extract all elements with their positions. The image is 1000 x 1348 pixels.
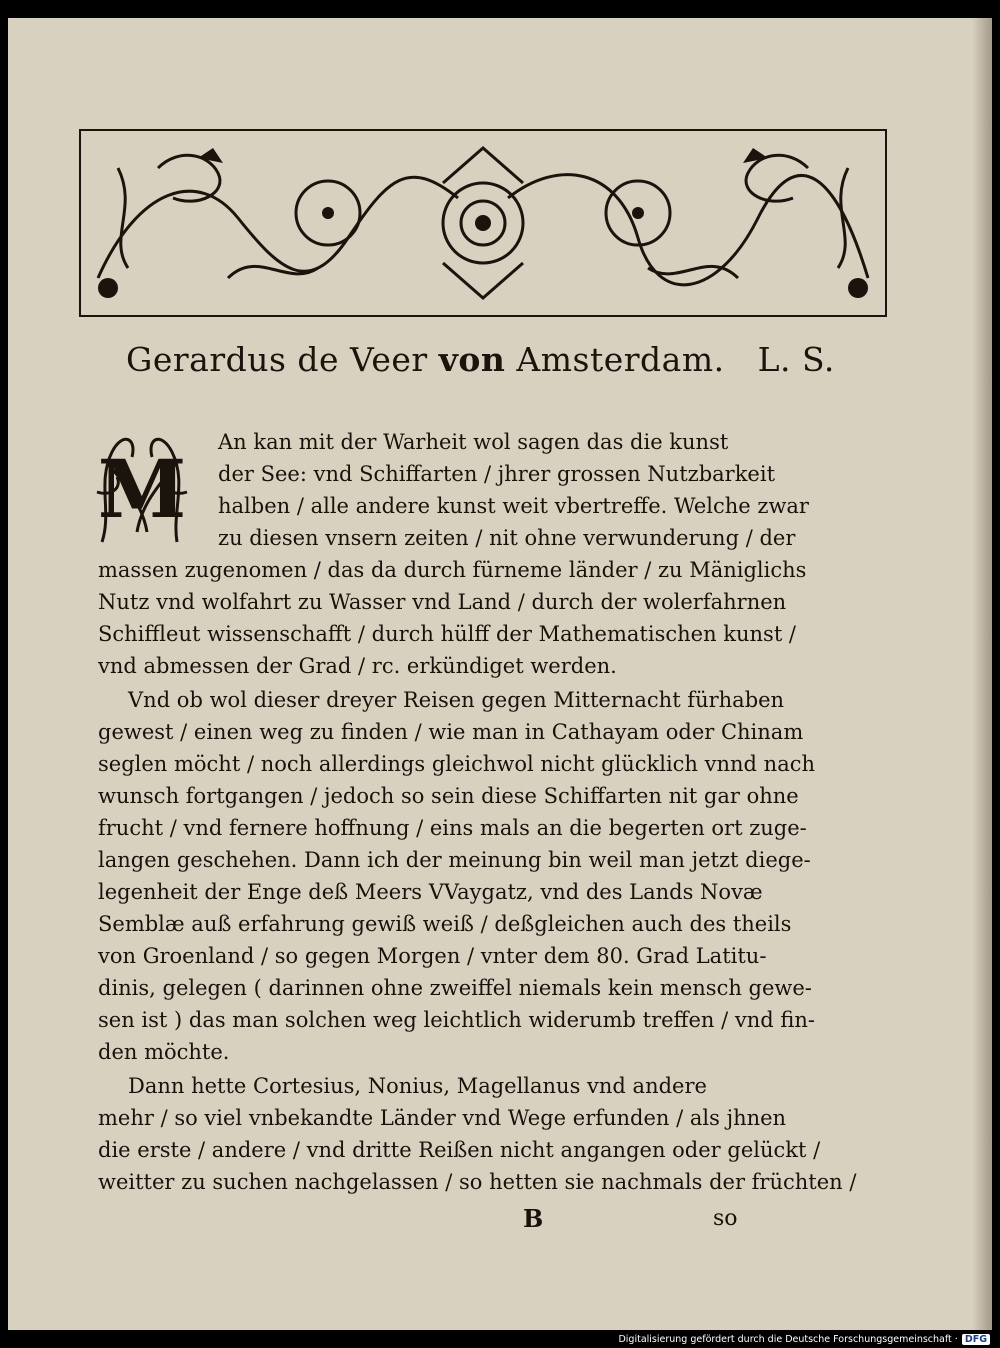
text-line: gewest / einen weg zu finden / wie man in Cathayam oder Chinam [98,720,804,744]
text-line: dinis, gelegen ( darinnen ohne zweiffel niemals kein mensch gewe- [98,976,812,1000]
text-line: den möchte. [98,1040,230,1064]
digitization-credit [618,1334,990,1345]
text-line: Vnd ob wol dieser dreyer Reisen gegen Mitternacht fürhaben [128,688,785,712]
drop-initial-ornament-icon [92,422,192,552]
text-line: sen ist ) das man solchen weg leichtlich widerumb treffen / vnd fin- [98,1008,815,1032]
signature-mark: B [523,1204,544,1233]
text-line: weitter zu suchen nachgelassen / so hetten sie nachmals der früchten / [98,1170,857,1194]
drop-initial-letter: M [97,442,187,536]
text-line: langen geschehen. Dann ich der meinung bin weil man jetzt diege- [98,848,811,872]
book-page [8,18,992,1330]
text-line: An kan mit der Warheit wol sagen das die kunst [218,430,729,454]
text-line: zu diesen vnsern zeiten / nit ohne verwunderung / der [218,526,796,550]
text-line: frucht / vnd fernere hoffnung / eins mals an die begerten ort zuge- [98,816,807,840]
drop-initial [92,422,192,552]
text-line: seglen möcht / noch allerdings gleichwol nicht glücklich vnnd nach [98,752,815,776]
catchword: so [713,1206,738,1231]
text-line: vnd abmessen der Grad / rc. erkündiget werden. [98,654,617,678]
text-line: halben / alle andere kunst weit vbertreffe. Welche zwar [218,494,809,518]
text-line: Dann hette Cortesius, Nonius, Magellanus vnd andere [128,1074,707,1098]
text-line: von Groenland / so gegen Morgen / vnter dem 80. Grad Latitu- [98,944,767,968]
text-line: Semblæ auß erfahrung gewiß weiß / deßgleichen auch des theils [98,912,792,936]
heading-place: Amsterdam. [516,340,725,379]
text-line: mehr / so viel vnbekandte Länder vnd Wege erfunden / als jhnen [98,1106,787,1130]
dfg-logo-icon[interactable]: DFG [962,1334,990,1345]
page-edge-shadow [972,18,992,1330]
digitization-credit-text: Digitalisierung gefördert durch die Deutsche Forschungsgemeinschaft · [618,1334,958,1345]
text-line: legenheit der Enge deß Meers VVaygatz, vnd des Lands Novæ [98,880,763,904]
heading-suffix: L. S. [757,340,835,379]
text-line: massen zugenomen / das da durch fürneme länder / zu Mäniglichs [98,558,807,582]
author-name: Gerardus de Veer [126,340,428,379]
text-line: der See: vnd Schiffarten / jhrer grossen Nutzbarkeit [218,462,776,486]
ornamental-headpiece-icon [78,128,888,318]
text-line: wunsch fortgangen / jedoch so sein diese Schiffarten nit gar ohne [98,784,799,808]
text-line: Schiffleut wissenschafft / durch hülff der Mathematischen kunst / [98,622,797,646]
text-line: die erste / andere / vnd dritte Reißen nicht angangen oder gelückt / [98,1138,821,1162]
heading-von: von [438,340,506,379]
page-heading [126,340,835,379]
text-line: Nutz vnd wolfahrt zu Wasser vnd Land / durch der wolerfahrnen [98,590,787,614]
